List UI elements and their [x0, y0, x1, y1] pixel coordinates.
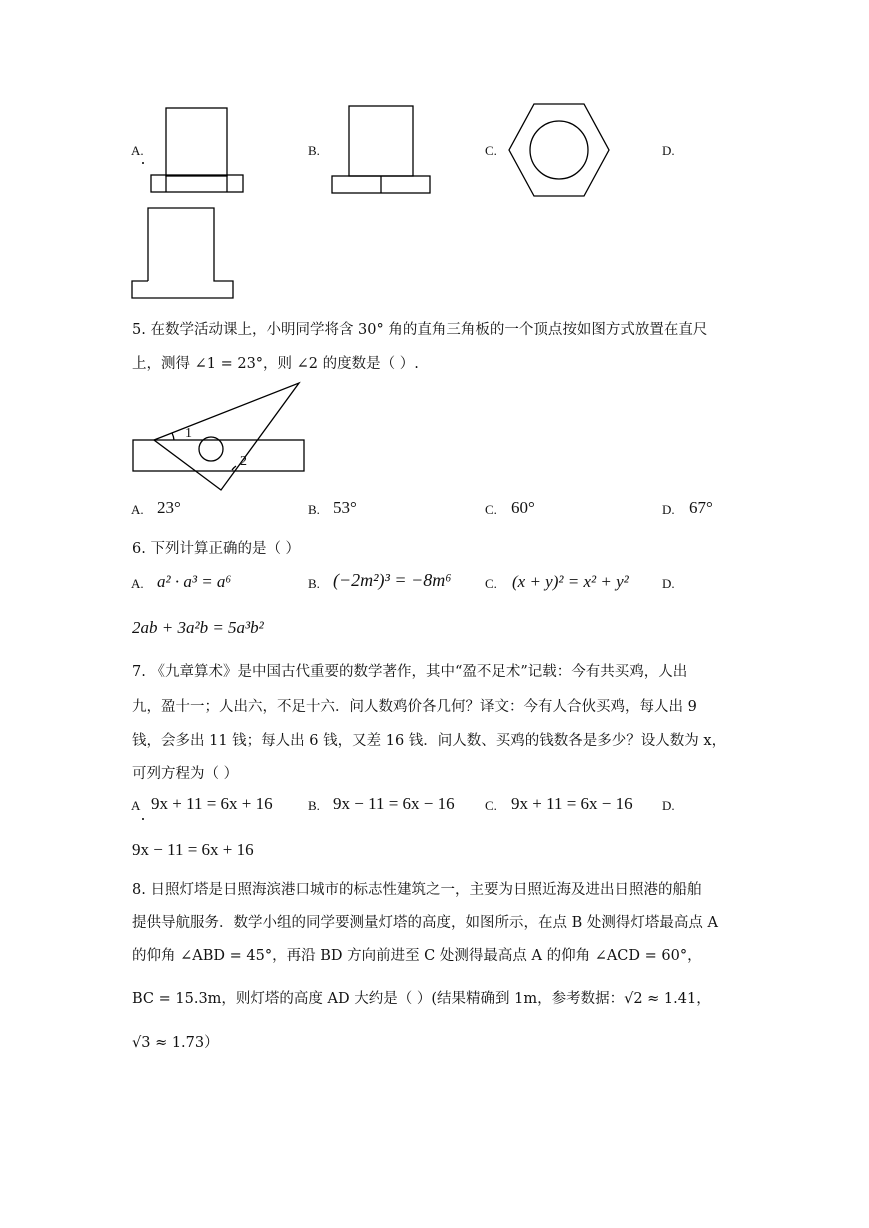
q6-option-c: (x + y)² = x² + y² — [512, 572, 629, 591]
q5-stem-line1: 5. 在数学活动课上，小明同学将含 30° 角的直角三角板的一个顶点按如图方式放置在直尺 — [132, 322, 708, 338]
q6-option-b-letter: B. — [308, 576, 320, 591]
q7-option-d: 9x − 11 = 6x + 16 — [132, 840, 254, 859]
q5-stem-line2: 上，测得 ∠1 = 23°，则 ∠2 的度数是（ ）. — [132, 356, 419, 372]
q6-option-a-letter: A. — [131, 576, 144, 591]
q5-option-a-value: 23° — [157, 498, 181, 517]
q6-option-c-letter: C. — [485, 576, 497, 591]
q7-option-a-letter: A — [131, 798, 141, 813]
q5-option-a-letter: A. — [131, 502, 144, 517]
q6-option-d: 2ab + 3a²b = 5a³b² — [132, 618, 264, 637]
q4-option-d-label: D. — [662, 143, 675, 158]
q5-option-d-value: 67° — [689, 498, 713, 517]
q5-option-c-letter: C. — [485, 502, 497, 517]
q7-option-c: 9x + 11 = 6x − 16 — [511, 794, 633, 813]
q7-stem-line4: 可列方程为（ ） — [132, 766, 239, 782]
q6-option-d-letter: D. — [662, 576, 675, 591]
q6-stem: 6. 下列计算正确的是（ ） — [132, 541, 301, 557]
q5-angle-1-label: 1 — [185, 426, 192, 441]
q4-option-a-label: A. — [131, 143, 144, 158]
q7-stem-line3: 钱，会多出 11 钱；每人出 6 钱，又差 16 钱．问人数、买鸡的钱数各是多少？设人数为 x， — [132, 733, 727, 749]
q7-option-a: 9x + 11 = 6x + 16 — [151, 794, 273, 813]
q7-option-b-letter: B. — [308, 798, 320, 813]
q7-option-c-letter: C. — [485, 798, 497, 813]
q6-option-b: (−2m²)³ = −8m⁶ — [333, 570, 452, 590]
q6-option-a: a² · a³ = a⁶ — [157, 572, 232, 591]
q4-option-c-label: C. — [485, 143, 497, 158]
q5-option-b-letter: B. — [308, 502, 320, 517]
q5-angle-2-label: 2 — [240, 454, 247, 469]
q7-stem-line1: 7. 《九章算术》是中国古代重要的数学著作，其中“盈不足术”记载：今有共买鸡，人出 — [132, 664, 688, 680]
q7-stem-line2: 九，盈十一；人出六，不足十六．问人数鸡价各几何？译文：今有人合伙买鸡，每人出 9 — [132, 699, 697, 715]
q8-stem-line5: √3 ≈ 1.73） — [132, 1035, 219, 1051]
q8-stem-line4: BC = 15.3m，则灯塔的高度 AD 大约是（ ）(结果精确到 1m，参考数据：√2 ≈ 1.41， — [132, 991, 711, 1007]
q5-option-d-letter: D. — [662, 502, 675, 517]
q7-option-b: 9x − 11 = 6x − 16 — [333, 794, 455, 813]
q8-stem-line3: 的仰角 ∠ABD = 45°，再沿 BD 方向前进至 C 处测得最高点 A 的仰角 ∠ACD = 60°， — [132, 948, 702, 964]
q8-stem-line2: 提供导航服务．数学小组的同学要测量灯塔的高度，如图所示，在点 B 处测得灯塔最高点 A — [132, 915, 718, 931]
q5-option-c-value: 60° — [511, 498, 535, 517]
q7-option-a-dot — [142, 818, 144, 820]
q4-option-b-label: B. — [308, 143, 320, 158]
q7-option-d-letter: D. — [662, 798, 675, 813]
q5-option-b-value: 53° — [333, 498, 357, 517]
q8-stem-line1: 8. 日照灯塔是日照海滨港口城市的标志性建筑之一，主要为日照近海及进出日照港的船舶 — [132, 882, 702, 898]
